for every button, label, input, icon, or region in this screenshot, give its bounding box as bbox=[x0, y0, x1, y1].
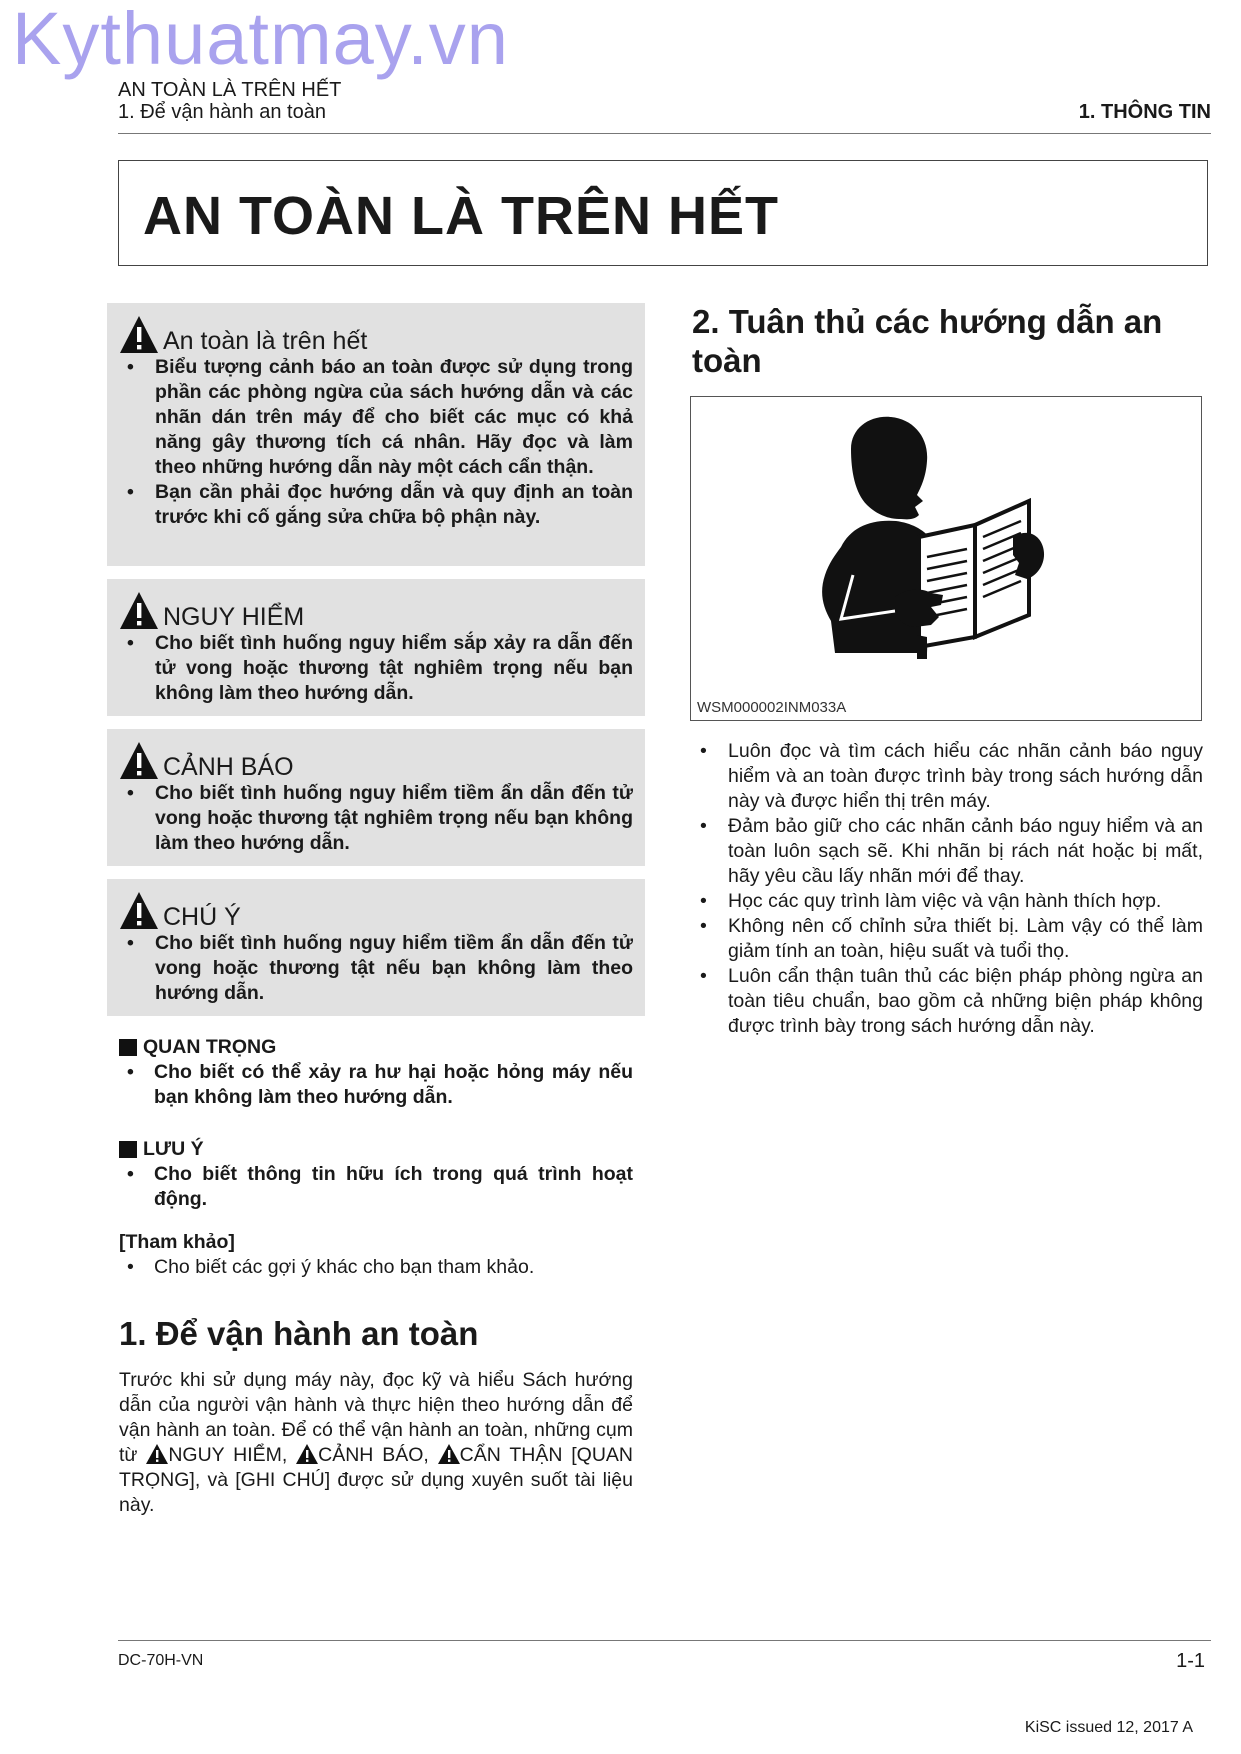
warning-alert-icon bbox=[119, 741, 159, 781]
list-item: • Học các quy trình làm việc và vận hành thích hợp. bbox=[692, 889, 1203, 914]
danger-alert-icon bbox=[119, 591, 159, 631]
list-item: • Bạn cần phải đọc hướng dẫn và quy định an toàn trước khi cố gắng sửa chữa bộ phận này. bbox=[119, 480, 633, 530]
note-block bbox=[119, 1138, 633, 1212]
section1-danger-word: NGUY HIỂM, bbox=[168, 1444, 297, 1466]
important-label: QUAN TRỌNG bbox=[143, 1036, 277, 1058]
list-item: • Luôn đọc và tìm cách hiểu các nhãn cảnh báo nguy hiểm và an toàn được trình bày trong sách hướng dẫn này và được hiển thị trên máy. bbox=[692, 739, 1203, 814]
reference-block bbox=[119, 1231, 633, 1280]
list-item: • Cho biết tình huống nguy hiểm tiềm ẩn dẫn đến tử vong hoặc thương tật nghiêm trọng nếu bạn không làm theo hướng dẫn. bbox=[119, 781, 633, 856]
reference-label: [Tham khảo] bbox=[119, 1231, 235, 1253]
list-item: • Luôn cẩn thận tuân thủ các biện pháp phòng ngừa an toàn tiêu chuẩn, bao gồm cả những biện pháp không được trình bày trong sách hướng dẫn này. bbox=[692, 964, 1203, 1039]
section1-warning-word: CẢNH BÁO, bbox=[318, 1444, 438, 1466]
signal-bullets bbox=[119, 355, 633, 530]
footer-rule bbox=[118, 1640, 1211, 1641]
caution-alert-icon bbox=[119, 891, 159, 931]
list-item: • Cho biết thông tin hữu ích trong quá trình hoạt động. bbox=[119, 1162, 633, 1212]
header-chapter: 1. THÔNG TIN bbox=[1078, 101, 1211, 123]
note-label: LƯU Ý bbox=[143, 1138, 204, 1160]
square-bullet-icon bbox=[119, 1141, 137, 1158]
warning-alert-icon bbox=[296, 1444, 318, 1464]
note-bullets bbox=[119, 1162, 633, 1212]
section1-title: 1. Để vận hành an toàn bbox=[119, 1315, 479, 1352]
figure-reading-manual bbox=[690, 396, 1202, 721]
list-item: • Cho biết có thể xảy ra hư hại hoặc hỏng máy nếu bạn không làm theo hướng dẫn. bbox=[119, 1060, 633, 1110]
figure-code: WSM000002INM033A bbox=[697, 699, 847, 716]
list-item: • Cho biết tình huống nguy hiểm tiềm ẩn dẫn đến tử vong hoặc thương tật nếu bạn không làm theo hướng dẫn. bbox=[119, 931, 633, 1006]
signal-label: CẢNH BÁO bbox=[163, 753, 294, 781]
reference-bullets bbox=[119, 1255, 633, 1280]
header-subsection: 1. Để vận hành an toàn bbox=[118, 101, 326, 123]
list-item: • Cho biết tình huống nguy hiểm sắp xảy ra dẫn đến tử vong hoặc thương tật nghiêm trọng nếu bạn không làm theo hướng dẫn. bbox=[119, 631, 633, 706]
section2-bullets bbox=[692, 739, 1203, 1039]
section1-text: Trước khi sử dụng máy này, đọc kỹ và hiểu Sách hướng dẫn của người vận hành và thực hiện theo hướng dẫn để vận hành an toàn. Để có thể vận hành an toàn, những cụm từ bbox=[119, 1369, 633, 1466]
signal-label: NGUY HIỂM bbox=[163, 603, 305, 631]
signal-bullets bbox=[119, 631, 633, 706]
list-item: • Đảm bảo giữ cho các nhãn cảnh báo nguy hiểm và an toàn luôn sạch sẽ. Khi nhãn bị rách nát hoặc bị mất, hãy yêu cầu lấy nhãn mới để thay. bbox=[692, 814, 1203, 889]
signal-box-safety-first bbox=[107, 303, 645, 566]
page-number: 1-1 bbox=[1176, 1650, 1205, 1672]
important-bullets bbox=[119, 1060, 633, 1110]
section1-paragraph bbox=[119, 1368, 633, 1518]
header-rule bbox=[118, 133, 1211, 134]
section1-caution-text: CẨN THẬN [QUAN TRỌNG], và [GHI CHÚ] được sử dụng xuyên suốt tài liệu này. bbox=[119, 1444, 633, 1516]
important-block bbox=[119, 1036, 633, 1110]
footer-doc-code: DC-70H-VN bbox=[118, 1652, 204, 1669]
signal-bullets bbox=[119, 781, 633, 856]
person-reading-manual-illustration bbox=[691, 397, 1200, 719]
signal-box-warning bbox=[107, 729, 645, 866]
list-item: • Cho biết các gợi ý khác cho bạn tham khảo. bbox=[119, 1255, 633, 1280]
page-title: AN TOÀN LÀ TRÊN HẾT bbox=[143, 186, 779, 246]
watermark: Kythuatmay.vn bbox=[12, 0, 509, 80]
signal-label: CHÚ Ý bbox=[163, 903, 241, 931]
header-section: AN TOÀN LÀ TRÊN HẾT bbox=[118, 79, 342, 101]
signal-bullets bbox=[119, 931, 633, 1006]
list-item: • Biểu tượng cảnh báo an toàn được sử dụng trong phần các phòng ngừa của sách hướng dẫn và các nhãn dán trên máy để cho biết các mục có khả năng gây thương tích cá nhân. Hãy đọc và làm theo những hướng dẫn này một cách cẩn thận. bbox=[119, 355, 633, 480]
signal-label: An toàn là trên hết bbox=[163, 327, 368, 355]
square-bullet-icon bbox=[119, 1039, 137, 1056]
footer-issued: KiSC issued 12, 2017 A bbox=[1024, 1719, 1193, 1736]
list-item: • Không nên cố chỉnh sửa thiết bị. Làm vậy có thể làm giảm tính an toàn, hiệu suất và tuổi thọ. bbox=[692, 914, 1203, 964]
safety-alert-icon bbox=[119, 315, 159, 355]
signal-box-caution bbox=[107, 879, 645, 1016]
caution-alert-icon bbox=[438, 1444, 460, 1464]
danger-alert-icon bbox=[146, 1444, 168, 1464]
signal-box-danger bbox=[107, 579, 645, 716]
title-box bbox=[118, 160, 1208, 266]
section2-title: 2. Tuân thủ các hướng dẫn an toàn bbox=[692, 303, 1163, 379]
